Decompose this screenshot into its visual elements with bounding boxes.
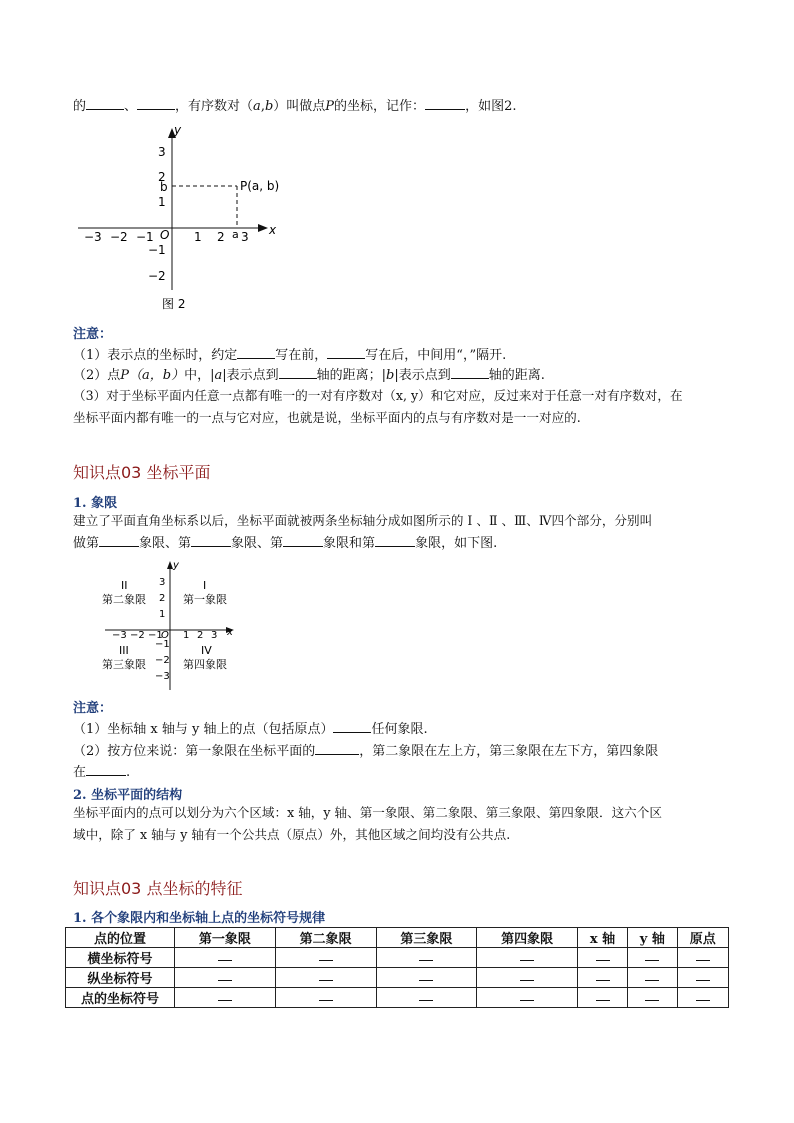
blank[interactable] bbox=[315, 742, 359, 755]
var-P: P bbox=[325, 99, 335, 114]
blank[interactable] bbox=[218, 990, 232, 1001]
blank[interactable] bbox=[319, 950, 333, 961]
blank[interactable] bbox=[696, 970, 710, 981]
x-tick: −1 bbox=[136, 230, 154, 244]
quadrant-figure bbox=[95, 558, 245, 693]
table-row bbox=[66, 968, 729, 988]
blank[interactable] bbox=[520, 950, 534, 961]
x-tick: 2 bbox=[217, 230, 225, 244]
intro-text-6: ，如图2. bbox=[465, 99, 517, 114]
table-cell[interactable] bbox=[175, 948, 276, 968]
q3-num: III bbox=[119, 644, 129, 657]
para2-line1: 坐标平面内的点可以划分为六个区域：x 轴，y 轴、第一象限、第二象限、第三象限、第四象限．这六个区 bbox=[73, 805, 662, 820]
note2-item1 bbox=[73, 720, 428, 739]
note1-item3-line2: 坐标平面内都有唯一的一点与它对应，也就是说，坐标平面内的点与有序数对是一一对应的. bbox=[73, 410, 581, 425]
q1-num: I bbox=[203, 579, 207, 592]
text: 轴的距离. bbox=[488, 368, 545, 383]
x-tick: 3 bbox=[211, 630, 218, 641]
y-tick: −1 bbox=[155, 639, 170, 650]
y-tick: 2 bbox=[158, 170, 166, 184]
para1-line1: 建立了平面直角坐标系以后，坐标平面就被两条坐标轴分成如图所示的 Ⅰ 、Ⅱ 、Ⅲ、Ⅳ四个部分，分别叫 bbox=[73, 513, 653, 528]
y-tick: 1 bbox=[159, 609, 166, 620]
subheading: 2. 坐标平面的结构 bbox=[73, 788, 183, 803]
row-header: 点的坐标符号 bbox=[66, 988, 175, 1008]
y-tick: −2 bbox=[148, 269, 166, 283]
intro-text-3: ，有序数对（ bbox=[175, 99, 254, 114]
blank[interactable] bbox=[425, 97, 465, 110]
table-cell[interactable] bbox=[628, 968, 678, 988]
y-tick: 3 bbox=[158, 145, 166, 159]
x-tick: −1 bbox=[148, 630, 163, 641]
table-row bbox=[66, 948, 729, 968]
table-cell[interactable] bbox=[175, 968, 276, 988]
x-tick: −2 bbox=[110, 230, 128, 244]
note1-item1 bbox=[73, 346, 506, 365]
table-cell[interactable] bbox=[275, 948, 376, 968]
blank[interactable] bbox=[218, 950, 232, 961]
blank[interactable] bbox=[333, 720, 371, 733]
note1-item3-line1: （3）对于坐标平面内任意一点都有唯一的一对有序数对（x, y）和它对应，反过来对于任意一对有序数对，在 bbox=[73, 388, 683, 403]
text: 象限，如下图. bbox=[415, 536, 498, 551]
text: 象限、第 bbox=[231, 536, 284, 551]
blank[interactable] bbox=[596, 950, 610, 961]
note-title: 注意： bbox=[73, 327, 113, 342]
text: ，第二象限在左上方，第三象限在左下方，第四象限 bbox=[359, 744, 659, 759]
intro-text-1: 的 bbox=[73, 99, 87, 114]
q1-name: 第一象限 bbox=[183, 593, 227, 606]
table-header-cell: y 轴 bbox=[628, 928, 678, 948]
table-header-cell: 第二象限 bbox=[275, 928, 376, 948]
text: 写在前， bbox=[275, 348, 328, 363]
section-heading: 知识点03 坐标平面 bbox=[73, 463, 211, 482]
blank[interactable] bbox=[319, 970, 333, 981]
text: 象限和第 bbox=[323, 536, 376, 551]
point-p: P（a，b） bbox=[120, 368, 185, 383]
note2-item2-cont bbox=[73, 763, 130, 782]
sign-table bbox=[65, 927, 729, 1008]
table-header-cell: 第四象限 bbox=[477, 928, 578, 948]
var-a: a bbox=[253, 99, 261, 114]
intro-text-5: 的坐标，记作： bbox=[334, 99, 426, 114]
q2-name: 第二象限 bbox=[102, 593, 146, 606]
blank[interactable] bbox=[520, 990, 534, 1001]
para2-line2: 域中，除了 x 轴与 y 轴有一个公共点（原点）外，其他区域之间均没有公共点. bbox=[73, 827, 511, 842]
y-tick: 3 bbox=[159, 577, 166, 588]
blank[interactable] bbox=[451, 366, 489, 379]
table-header-cell: 第三象限 bbox=[376, 928, 477, 948]
y-tick: −1 bbox=[148, 243, 166, 257]
table-header-cell: x 轴 bbox=[578, 928, 628, 948]
intro-text-4: ）叫做点 bbox=[273, 99, 326, 114]
axis-x-label: x bbox=[227, 627, 233, 638]
row-header: 纵坐标符号 bbox=[66, 968, 175, 988]
table-header-cell: 点的位置 bbox=[66, 928, 175, 948]
table-cell[interactable] bbox=[677, 968, 728, 988]
y-tick: 2 bbox=[159, 593, 166, 604]
q2-num: II bbox=[121, 579, 128, 592]
table-cell[interactable] bbox=[578, 968, 628, 988]
blank[interactable] bbox=[419, 970, 433, 981]
blank[interactable] bbox=[419, 990, 433, 1001]
x-tick: −3 bbox=[84, 230, 102, 244]
text: （1）坐标轴 x 轴与 y 轴上的点（包括原点） bbox=[73, 722, 334, 737]
intro-text-2: 、 bbox=[124, 99, 138, 114]
table-cell[interactable] bbox=[175, 988, 276, 1008]
text: 在 bbox=[73, 765, 87, 780]
table-cell[interactable] bbox=[677, 988, 728, 1008]
blank[interactable] bbox=[86, 97, 124, 110]
text: （1）表示点的坐标时，约定 bbox=[73, 348, 238, 363]
text: 象限、第 bbox=[139, 536, 192, 551]
y-tick: −2 bbox=[155, 655, 170, 666]
blank[interactable] bbox=[283, 534, 323, 547]
table-cell[interactable] bbox=[275, 968, 376, 988]
x-tick: −3 bbox=[112, 630, 127, 641]
table-cell[interactable] bbox=[477, 988, 578, 1008]
comma: , bbox=[260, 99, 265, 114]
note1-item2 bbox=[73, 366, 545, 385]
table-cell[interactable] bbox=[477, 968, 578, 988]
table-cell[interactable] bbox=[376, 968, 477, 988]
axis-x-label: x bbox=[269, 223, 277, 237]
var-b: b bbox=[264, 99, 274, 114]
blank[interactable] bbox=[191, 534, 231, 547]
q4-num: IV bbox=[201, 644, 212, 657]
blank[interactable] bbox=[645, 970, 659, 981]
a-label: a bbox=[232, 228, 239, 241]
axis-y-label: y bbox=[174, 123, 182, 137]
x-tick: 1 bbox=[183, 630, 190, 641]
table-cell[interactable] bbox=[677, 948, 728, 968]
section-heading: 知识点03 点坐标的特征 bbox=[73, 879, 243, 898]
figure-2-coordinate-plane bbox=[70, 120, 290, 320]
blank[interactable] bbox=[596, 970, 610, 981]
table-cell[interactable] bbox=[477, 948, 578, 968]
x-tick: 1 bbox=[194, 230, 202, 244]
text: 做第 bbox=[73, 536, 100, 551]
blank[interactable] bbox=[419, 950, 433, 961]
point-p-label: P(a, b) bbox=[240, 179, 280, 193]
blank[interactable] bbox=[375, 534, 415, 547]
table-cell[interactable] bbox=[578, 948, 628, 968]
blank[interactable] bbox=[645, 990, 659, 1001]
table-header-cell: 第一象限 bbox=[175, 928, 276, 948]
table-cell[interactable] bbox=[578, 988, 628, 1008]
blank[interactable] bbox=[86, 763, 126, 776]
y-tick: 1 bbox=[158, 195, 166, 209]
abs-b: |b| bbox=[381, 368, 399, 383]
text: （2）点 bbox=[73, 368, 121, 383]
note2-item2 bbox=[73, 742, 658, 761]
blank[interactable] bbox=[279, 366, 317, 379]
text: 表示点到 bbox=[226, 368, 279, 383]
blank[interactable] bbox=[218, 970, 232, 981]
blank[interactable] bbox=[645, 950, 659, 961]
intro-line bbox=[73, 97, 516, 116]
note-title: 注意： bbox=[73, 701, 113, 716]
text: 写在后，中间用“，”隔开. bbox=[365, 348, 507, 363]
text: . bbox=[126, 765, 131, 780]
table-cell[interactable] bbox=[275, 988, 376, 1008]
table-row bbox=[66, 988, 729, 1008]
table-header-row bbox=[66, 928, 729, 948]
table-cell[interactable] bbox=[376, 988, 477, 1008]
text: 轴的距离； bbox=[316, 368, 382, 383]
origin-label: O bbox=[160, 228, 170, 242]
figure-caption: 图 2 bbox=[162, 297, 186, 311]
x-tick: 2 bbox=[197, 630, 204, 641]
subheading: 1. 象限 bbox=[73, 496, 118, 511]
table-cell[interactable] bbox=[628, 988, 678, 1008]
blank[interactable] bbox=[596, 990, 610, 1001]
text: 中， bbox=[184, 368, 211, 383]
blank[interactable] bbox=[520, 970, 534, 981]
subheading: 1. 各个象限内和坐标轴上点的坐标符号规律 bbox=[73, 911, 326, 926]
row-header: 横坐标符号 bbox=[66, 948, 175, 968]
x-tick: −2 bbox=[130, 630, 145, 641]
blank[interactable] bbox=[696, 990, 710, 1001]
blank[interactable] bbox=[99, 534, 139, 547]
axis-y-label: y bbox=[173, 560, 179, 571]
blank[interactable] bbox=[327, 346, 365, 359]
blank[interactable] bbox=[696, 950, 710, 961]
para1-line2 bbox=[73, 534, 497, 553]
text: 任何象限. bbox=[371, 722, 428, 737]
b-label: b bbox=[160, 180, 168, 194]
blank[interactable] bbox=[319, 990, 333, 1001]
text: 表示点到 bbox=[398, 368, 451, 383]
blank[interactable] bbox=[137, 97, 175, 110]
origin-label: O bbox=[161, 630, 169, 641]
q4-name: 第四象限 bbox=[183, 658, 227, 671]
y-tick: −3 bbox=[155, 671, 170, 682]
text: （2）按方位来说：第一象限在坐标平面的 bbox=[73, 744, 316, 759]
blank[interactable] bbox=[237, 346, 275, 359]
table-cell[interactable] bbox=[628, 948, 678, 968]
q3-name: 第三象限 bbox=[102, 658, 146, 671]
abs-a: |a| bbox=[210, 368, 227, 383]
table-header-cell: 原点 bbox=[677, 928, 728, 948]
x-tick: 3 bbox=[241, 230, 249, 244]
table-cell[interactable] bbox=[376, 948, 477, 968]
